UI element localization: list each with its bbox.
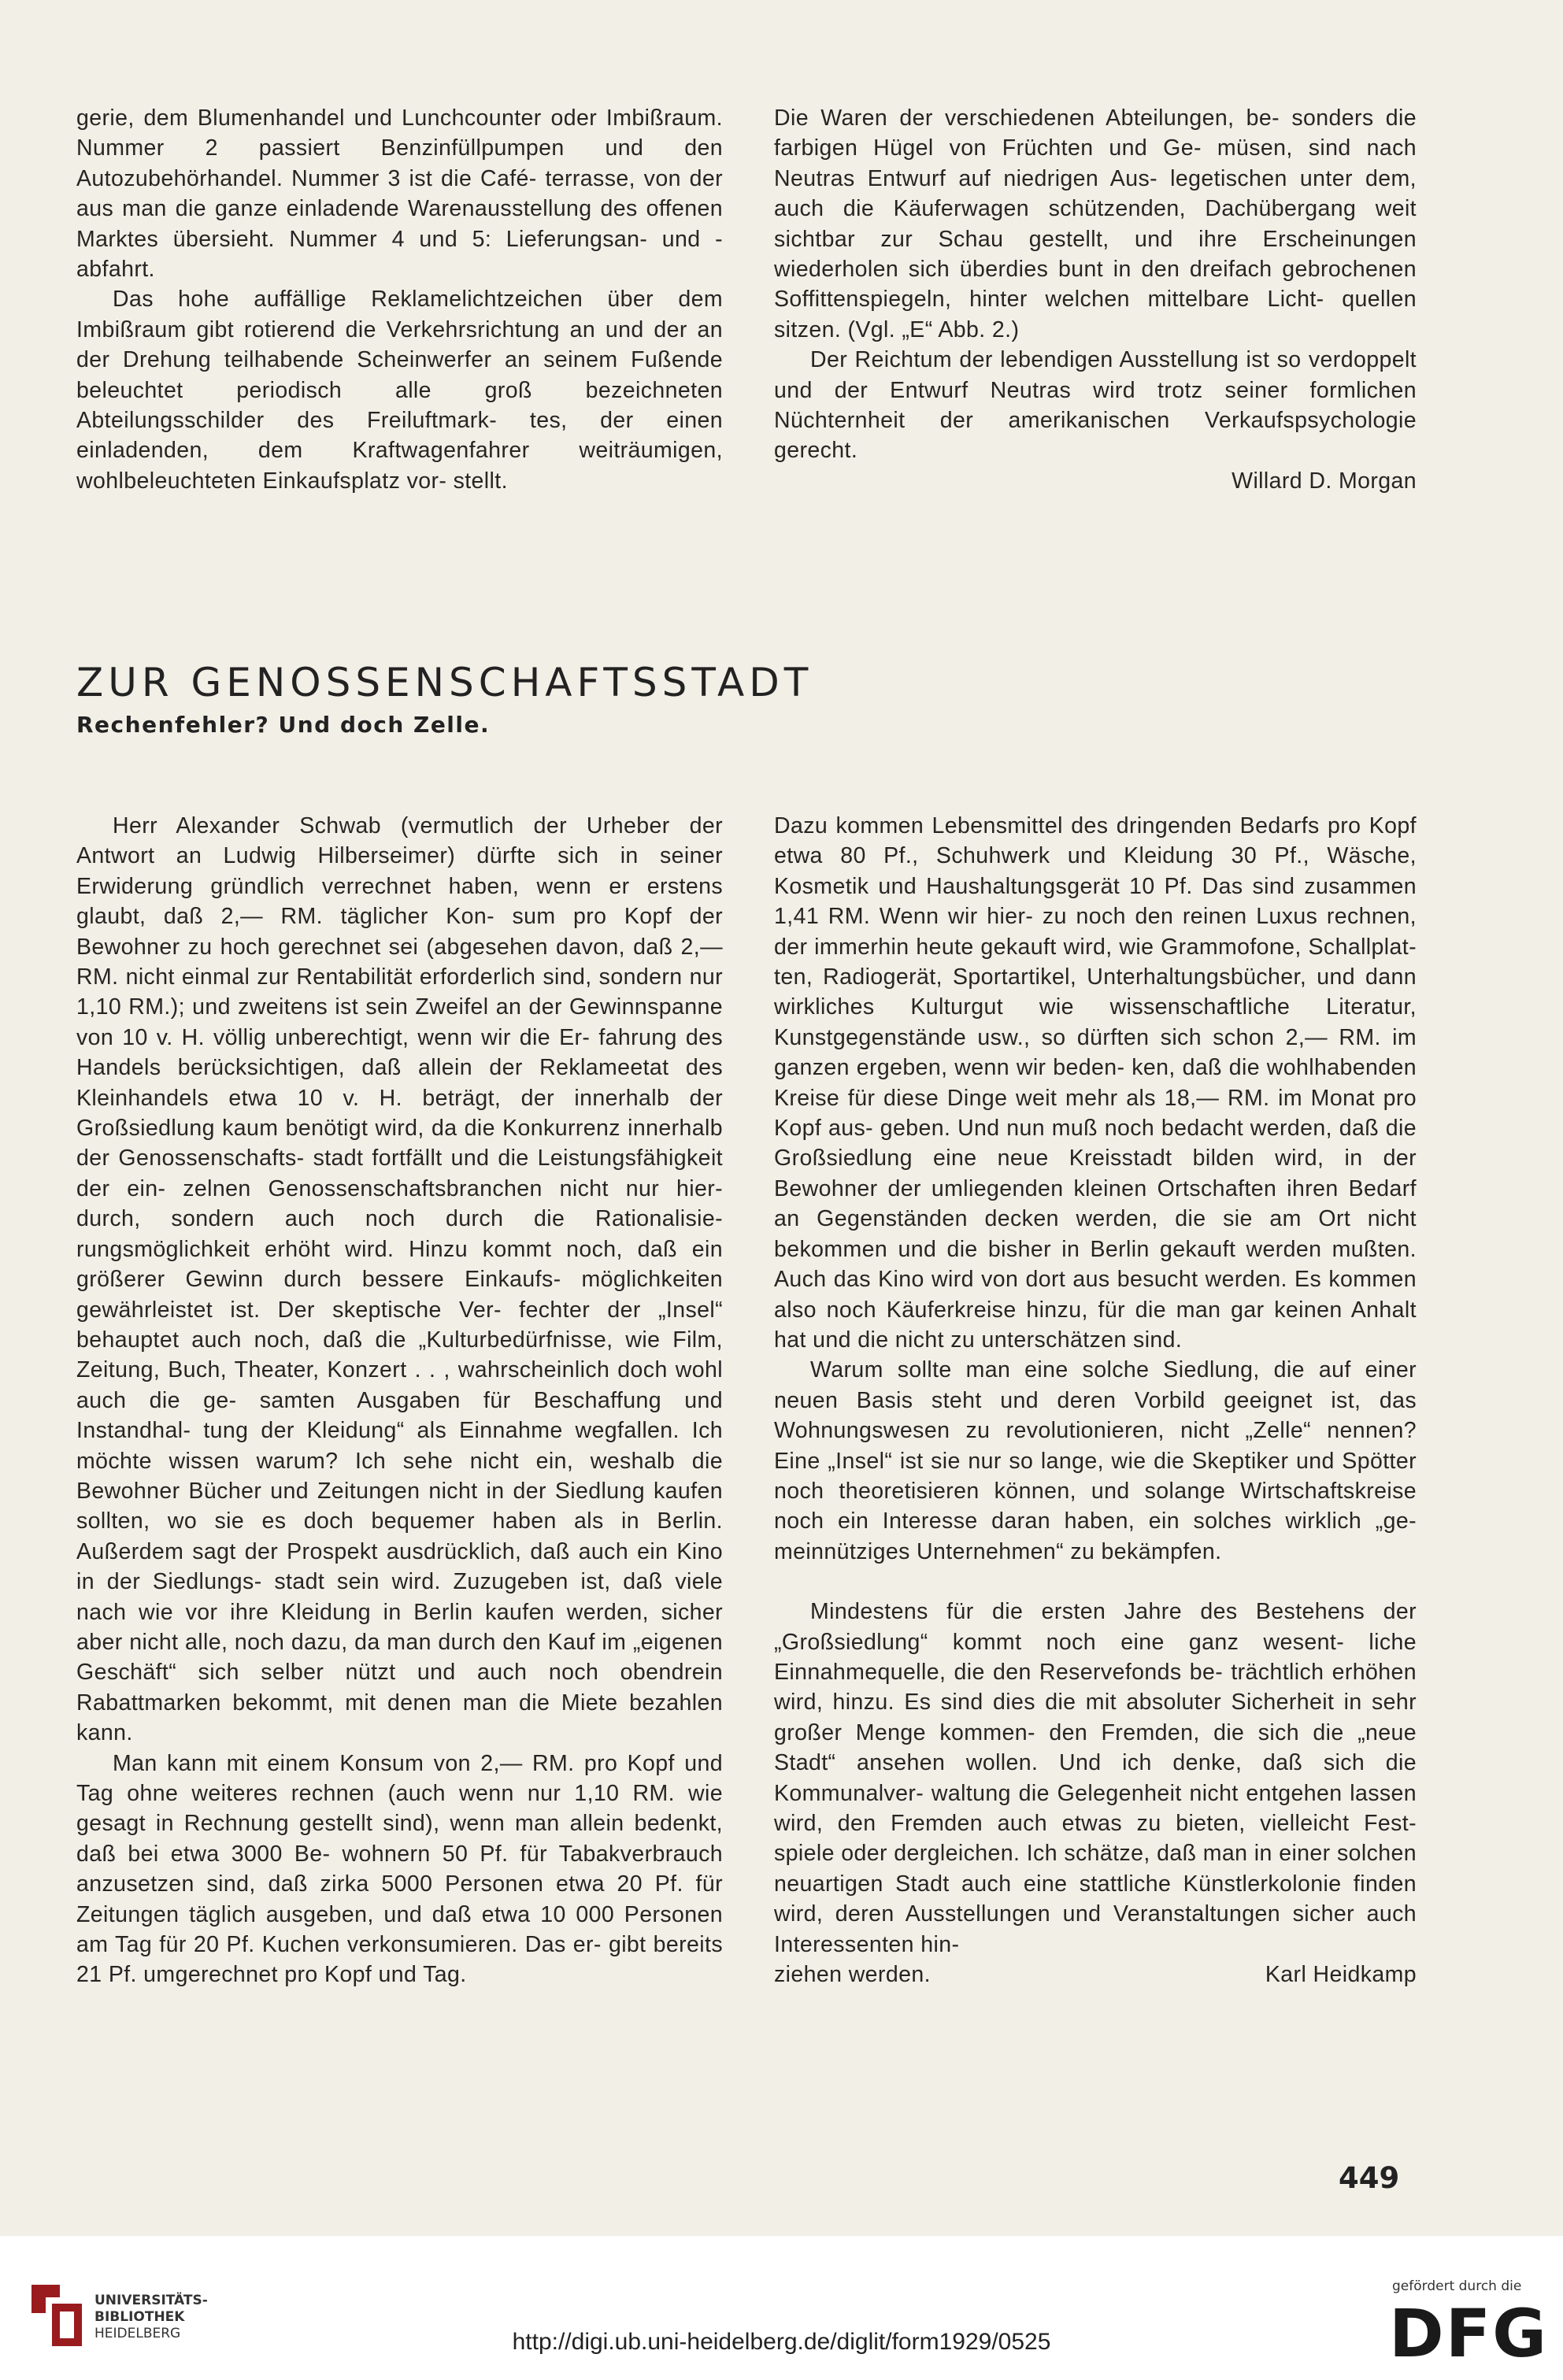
text-line: der Bewohner der umliegenden kleinen Ortschaften	[774, 1146, 1417, 1201]
text-line: seiner formlichen Nüchternheit der amerikanischen	[774, 377, 1417, 434]
text-line: dem Imbißraum gibt rotierend die Verkehrsrichtung	[76, 287, 723, 342]
text-line: stadt sein wird. Zuzugeben ist, daß viele nach wie	[76, 1569, 723, 1625]
library-line: UNIVERSITÄTS-	[94, 2293, 208, 2308]
text-line: in seiner Erwiderung gründlich verrechnet haben,	[76, 843, 723, 899]
text-line: einer solchen neuartigen Stadt auch eine stattliche	[774, 1841, 1417, 1897]
text-line: stadt fortfällt und die Leistungsfähigkeit der ein-	[76, 1146, 723, 1201]
text-line: der „Großsiedlung“ kommt noch eine ganz wesent-	[774, 1599, 1417, 1655]
text-line: schon 2,— RM. im ganzen ergeben, wenn wir beden-	[774, 1024, 1417, 1081]
text-line: ist, das Wohnungswesen zu revolutionieren, nicht	[774, 1387, 1417, 1444]
text-line: wenn man allein bedenkt, daß bei etwa 3000 Be-	[76, 1811, 723, 1867]
text-line: Schau gestellt, und ihre Erscheinungen wiederholen	[774, 226, 1417, 283]
text-line: wollen. Und ich denke, daß sich die Kommunalver-	[774, 1750, 1417, 1806]
text-line: durch, sondern auch noch durch die Rationalisie-	[76, 1206, 723, 1232]
text-line: von 10 v. H. völlig unberechtigt, wenn wir die Er-	[76, 1024, 591, 1050]
dfg-logo[interactable]: DFG	[1389, 2295, 1549, 2372]
top-right-column	[774, 103, 1417, 496]
text-line: am Tag für 20 Pf. Kuchen verkonsumieren. Das er-	[76, 1932, 602, 1958]
text-line: Reklameetat des Kleinhandels etwa 10 v. H. beträgt,	[76, 1055, 723, 1111]
text-line: geben. Und nun muß noch bedacht werden, daß die	[880, 1116, 1417, 1142]
top-left-column	[76, 103, 723, 496]
text-line: tes, der einen einladenden, dem Kraftwagenfahrer	[76, 408, 723, 464]
text-line: fahrung des Handels berücksichtigen, daß allein der	[76, 1024, 723, 1081]
text-line: trächtlich erhöhen wird, hinzu. Es sind dies die mit	[774, 1659, 1417, 1716]
text-line: den Fremden, die sich die „neue Stadt“ ansehen	[774, 1719, 1417, 1776]
text-line: haben als in Berlin. Außerdem sagt der Prospekt	[76, 1508, 723, 1564]
text-line: im „eigenen Geschäft“ sich selber nützt und auch	[76, 1629, 723, 1686]
text-line: und Veranstaltungen sicher auch Interessenten hin-	[774, 1901, 1417, 1957]
text-line: tung der Kleidung“ als Einnahme wegfallen. Ich	[203, 1418, 723, 1444]
text-line: absoluter Sicherheit in sehr großer Menge kommen-	[774, 1690, 1417, 1745]
text-line: pro Kopf etwa 80 Pf., Schuhwerk und Kleidung	[774, 813, 1417, 869]
closing-text: ziehen werden.	[774, 1962, 931, 1988]
library-line: HEIDELBERG	[94, 2326, 181, 2341]
text-line: Dazu kommen Lebensmittel des dringenden Bedarfs	[774, 813, 1320, 838]
text-line: stellt.	[453, 468, 508, 494]
text-line: Warum sollte man eine solche Siedlung, die auf	[810, 1357, 1351, 1383]
digitization-footer	[0, 2236, 1563, 2380]
text-line: fechter der „Insel“ behauptet auch noch, daß die	[76, 1297, 723, 1353]
text-line: möglichkeiten gewährleistet ist. Der skeptische Ver-	[76, 1267, 723, 1323]
page-number: 449	[1339, 2161, 1400, 2195]
text-line: Warenausstellung des offenen Marktes übersieht.	[76, 196, 723, 252]
text-line: verdoppelt und der Entwurf Neutras wird trotz	[774, 347, 1417, 403]
author-signature: Karl Heidkamp	[1265, 1962, 1417, 1988]
text-line: gibt bereits 21 Pf. umgerechnet pro Kopf und Tag.	[76, 1932, 723, 1988]
text-line: gekauft werden mußten. Auch das Kino wird von	[774, 1236, 1417, 1293]
text-line: den Autozubehörhandel. Nummer 3 ist die Café-	[76, 135, 723, 191]
text-line: möchte wissen warum? Ich sehe nicht ein, weshalb	[76, 1448, 676, 1474]
text-line: dort aus besucht werden. Es kommen also noch	[774, 1267, 1417, 1323]
text-line: heute gekauft wird, wie Grammofone, Schallplat-	[916, 934, 1417, 960]
text-line: 10 Pf. Das sind zusammen 1,41 RM. Wenn wir hier-	[774, 873, 1417, 930]
text-line: ten, Radiogerät, Sportartikel, Unterhaltungsbücher,	[774, 964, 1307, 990]
text-line: gerie, dem Blumenhandel und Lunchcounter oder	[76, 105, 598, 131]
text-line: sonders die farbigen Hügel von Früchten und Ge-	[774, 105, 1417, 161]
text-line: weit mehr als 18,— RM. im Monat pro Kopf aus-	[774, 1085, 1417, 1142]
text-line: „Zelle“ nennen? Eine „Insel“ ist sie nur so lange,	[774, 1418, 1417, 1474]
text-line: Siedlung kaufen sollten, wo sie es doch bequemer	[76, 1478, 723, 1534]
library-line: BIBLIOTHEK	[94, 2309, 185, 2325]
text-line: man die Miete bezahlen kann.	[76, 1690, 723, 1746]
text-line: sie am Ort nicht bekommen und die bisher in Berlin	[774, 1206, 1417, 1262]
paragraph	[76, 811, 723, 1749]
text-line: Das hohe auffällige Reklamelichtzeichen über	[113, 287, 654, 313]
text-line: Soffittenspiegeln, hinter welchen mittelbare Licht-	[774, 287, 1324, 313]
text-line: zu noch den reinen Luxus rechnen, der immerhin	[774, 904, 1417, 960]
text-line: samten Ausgaben für Beschaffung und Instandhal-	[76, 1387, 723, 1444]
text-line: aber nicht alle, noch dazu, da man durch den Kauf	[76, 1629, 595, 1655]
text-line: ausdrücklich, daß auch ein Kino in der Siedlungs-	[76, 1538, 723, 1595]
text-line: sich überdies bunt in den dreifach gebrochenen	[908, 257, 1417, 283]
text-line: Imbißraum. Nummer 2 passiert Benzinfüllpumpen und	[76, 105, 723, 161]
text-line: Der Reichtum der lebendigen Ausstellung ist so	[810, 347, 1302, 373]
text-line: rungsmöglichkeit erhöht wird. Hinzu kommt noch,	[76, 1236, 623, 1262]
text-line: Mindestens für die ersten Jahre des Bestehens	[810, 1599, 1365, 1625]
text-line: meinnütziges Unternehmen“ zu bekämpfen.	[774, 1538, 1222, 1564]
text-line: den Fremden auch etwas zu bieten, vielleicht Fest-	[837, 1811, 1417, 1836]
text-line: und dann wirkliches Kulturgut wie wissenschaftliche	[774, 964, 1417, 1020]
text-line: Verkaufspsychologie gerecht.	[774, 408, 1417, 464]
text-line: da die Konkurrenz innerhalb der Genossenschafts-	[76, 1116, 723, 1171]
text-line: spiele oder dergleichen. Ich schätze, daß man in	[774, 1841, 1272, 1867]
text-line: können, und solange Wirtschaftskreise noch ein	[774, 1478, 1417, 1534]
paragraph	[774, 1355, 1417, 1567]
text-line: noch obendrein Rabattmarken bekommt, mit denen	[76, 1660, 723, 1716]
body-right-column	[774, 811, 1417, 1990]
text-line: nur 1,10 RM. wie gesagt in Rechnung gestellt sind),	[76, 1781, 723, 1837]
text-line: die Bewohner Bücher und Zeitungen nicht in der	[76, 1448, 723, 1504]
paragraph	[774, 345, 1417, 466]
text-line: sum pro Kopf der Bewohner zu hoch gerechnet	[76, 904, 723, 960]
text-line: Käuferkreise hinzu, für die man gar keinen Anhalt	[886, 1297, 1417, 1323]
text-line: müsen, sind nach Neutras Entwurf auf niedrigen Aus-	[774, 135, 1417, 191]
article-heading: ZUR GENOSSENSCHAFTSSTADT	[76, 660, 813, 705]
text-line: Herr Alexander Schwab (vermutlich der Urheber	[113, 813, 670, 838]
text-line: Nummer 4 und 5: Lieferungsan- und -abfahrt.	[76, 226, 723, 283]
text-line: Die Waren der verschiedenen Abteilungen, be-	[774, 105, 1280, 131]
author-signature: Willard D. Morgan	[1232, 468, 1417, 494]
text-line: terrasse, von der aus man die ganze einladende	[76, 165, 723, 222]
text-line: daß ein größerer Gewinn durch bessere Einkaufs-	[76, 1236, 723, 1293]
funding-text: gefördert durch die	[1392, 2278, 1522, 2294]
text-line: an seinem Fußende beleuchtet periodisch alle groß	[76, 347, 723, 403]
text-line: Interesse daran haben, ein solches wirklich „ge-	[882, 1508, 1417, 1534]
text-line: Man kann mit einem Konsum von 2,— RM. pro	[113, 1750, 618, 1776]
text-line: schützenden, Dachübergang weit sichtbar zur	[774, 196, 1417, 252]
text-line: wie die Skeptiker und Spötter noch theoretisieren	[774, 1448, 1417, 1504]
text-line: und zweitens ist sein Zweifel an der Gewinnspanne	[192, 994, 723, 1020]
text-line: Rentabilität erforderlich sind, sondern nur 1,10 RM.);	[76, 964, 723, 1020]
paragraph	[774, 1597, 1417, 1960]
text-line: hat und die nicht zu unterschätzen sind.	[774, 1327, 1183, 1353]
text-line: einer neuen Basis steht und deren Vorbild geeignet	[774, 1357, 1417, 1413]
body-left-column	[76, 811, 723, 1990]
text-line: der Antwort an Ludwig Hilberseimer) dürfte sich	[76, 813, 723, 869]
text-line: ken, daß die wohlhabenden Kreise für diese Dinge	[774, 1055, 1417, 1111]
text-line: der innerhalb der Großsiedlung kaum benötigt wird,	[76, 1085, 723, 1142]
paragraph	[774, 811, 1417, 1355]
paragraph	[76, 103, 723, 284]
text-line: Künstlerkolonie finden wird, deren Ausstellungen	[774, 1871, 1417, 1927]
text-line: sei (abgesehen davon, daß 2,— RM. nicht einmal zur	[76, 934, 723, 990]
text-line: legetischen unter dem, auch die Käuferwagen	[774, 165, 1417, 222]
text-line: Konzert . . , wahrscheinlich doch wohl auch die ge-	[76, 1357, 723, 1413]
closing-line	[774, 1960, 1417, 1990]
paragraph	[76, 284, 723, 496]
text-line: Literatur, Kunstgegenstände usw., so dürften sich	[774, 994, 1417, 1050]
text-line: ihren Bedarf an Gegenständen decken werden, die	[774, 1175, 1417, 1232]
text-line: quellen sitzen. (Vgl. „E“ Abb. 2.)	[774, 287, 1417, 342]
text-line: „Kulturbedürfnisse, wie Film, Zeitung, Buch, Theater,	[76, 1327, 723, 1383]
text-line: Kopf und Tag ohne weiteres rechnen (auch wenn	[76, 1750, 723, 1806]
text-line: bezeichneten Abteilungsschilder des Freiluftmark-	[76, 377, 723, 434]
permalink-url[interactable]: http://digi.ub.uni-heidelberg.de/diglit/form1929/0525	[512, 2329, 1051, 2355]
text-line: wohnern 50 Pf. für Tabakverbrauch anzusetzen sind,	[76, 1841, 723, 1897]
text-line: zelnen Genossenschaftsbranchen nicht nur hier-	[183, 1175, 723, 1201]
article-subheading: Rechenfehler? Und doch Zelle.	[76, 712, 491, 738]
paragraph	[76, 1749, 723, 1990]
text-line: waltung die Gelegenheit nicht entgehen lassen wird,	[774, 1780, 1417, 1836]
text-line: wenn er erstens glaubt, daß 2,— RM. täglicher Kon-	[76, 873, 723, 930]
text-line: an und der an der Drehung teilhabende Scheinwerfer	[76, 316, 723, 373]
text-line: 30 Pf., Wäsche, Kosmetik und Haushaltungsgerät	[774, 843, 1417, 899]
text-line: daß zirka 5000 Personen etwa 20 Pf. für Zeitungen	[76, 1871, 723, 1927]
text-line: liche Einnahmequelle, die den Reservefonds be-	[774, 1629, 1417, 1685]
text-line: täglich ausgeben, und daß etwa 10 000 Personen	[189, 1901, 723, 1927]
text-line: vor ihre Kleidung in Berlin kaufen werden, sicher	[185, 1599, 723, 1625]
text-line: Großsiedlung eine neue Kreisstadt bilden wird, in	[774, 1146, 1363, 1171]
text-line: weiträumigen, wohlbeleuchteten Einkaufsplatz vor-	[76, 438, 723, 494]
paragraph	[774, 103, 1417, 345]
